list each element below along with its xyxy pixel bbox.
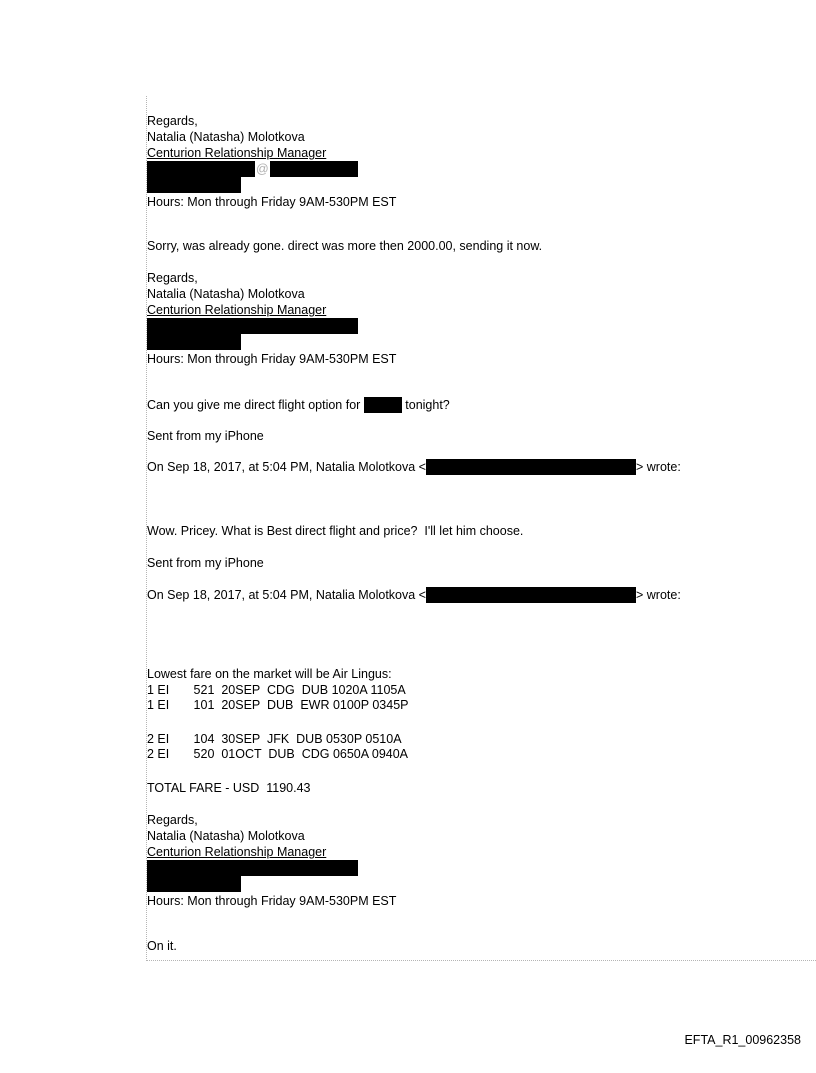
signature-name: Natalia (Natasha) Molotkova <box>147 287 305 301</box>
signature-hours: Hours: Mon through Friday 9AM-530PM EST <box>147 352 397 366</box>
signature-title: Centurion Relationship Manager <box>147 146 327 160</box>
message-sorry: Sorry, was already gone. direct was more then 2000.00, sending it now. <box>147 239 543 253</box>
signature-at-sign: @ <box>256 162 269 176</box>
quote-header-suffix: > wrote: <box>636 460 681 474</box>
quote-header-suffix: > wrote: <box>636 588 681 602</box>
fare-segment: 1 EI 521 20SEP CDG DUB 1020A 1105A <box>147 683 406 697</box>
fare-intro: Lowest fare on the market will be Air Lingus: <box>147 667 392 681</box>
redaction <box>147 318 358 334</box>
request-text-before: Can you give me direct flight option for <box>147 398 361 412</box>
quote-header <box>147 459 681 475</box>
request-text-after: tonight? <box>401 398 450 412</box>
message-request <box>147 397 450 413</box>
signature-regards: Regards, <box>147 114 198 128</box>
sent-from-iphone: Sent from my iPhone <box>147 556 264 570</box>
fare-total: TOTAL FARE - USD 1190.43 <box>147 781 311 795</box>
signature-title: Centurion Relationship Manager <box>147 845 327 859</box>
fare-segment: 1 EI 101 20SEP DUB EWR 0100P 0345P <box>147 698 409 712</box>
redaction <box>270 161 358 177</box>
signature-regards: Regards, <box>147 271 198 285</box>
signature-name: Natalia (Natasha) Molotkova <box>147 829 305 843</box>
fare-segment: 2 EI 104 30SEP JFK DUB 0530P 0510A <box>147 732 402 746</box>
signature-hours: Hours: Mon through Friday 9AM-530PM EST <box>147 894 397 908</box>
fare-segment: 2 EI 520 01OCT DUB CDG 0650A 0940A <box>147 747 409 761</box>
redaction <box>147 860 358 876</box>
redaction <box>364 397 402 413</box>
redaction <box>147 161 255 177</box>
redaction <box>426 587 636 603</box>
sent-from-iphone: Sent from my iPhone <box>147 429 264 443</box>
message-on-it: On it. <box>147 939 177 953</box>
signature-title: Centurion Relationship Manager <box>147 303 327 317</box>
redaction <box>426 459 636 475</box>
quote-header <box>147 587 681 603</box>
quote-header-prefix: On Sep 18, 2017, at 5:04 PM, Natalia Molotkova < <box>147 588 426 602</box>
redaction <box>147 876 241 892</box>
redaction <box>147 177 241 193</box>
redaction <box>147 334 241 350</box>
document-id: EFTA_R1_00962358 <box>684 1033 801 1047</box>
message-pricey: Wow. Pricey. What is Best direct flight and price? I'll let him choose. <box>147 524 524 538</box>
signature-hours: Hours: Mon through Friday 9AM-530PM EST <box>147 195 397 209</box>
signature-name: Natalia (Natasha) Molotkova <box>147 130 305 144</box>
signature-regards: Regards, <box>147 813 198 827</box>
quote-header-prefix: On Sep 18, 2017, at 5:04 PM, Natalia Molotkova < <box>147 460 426 474</box>
